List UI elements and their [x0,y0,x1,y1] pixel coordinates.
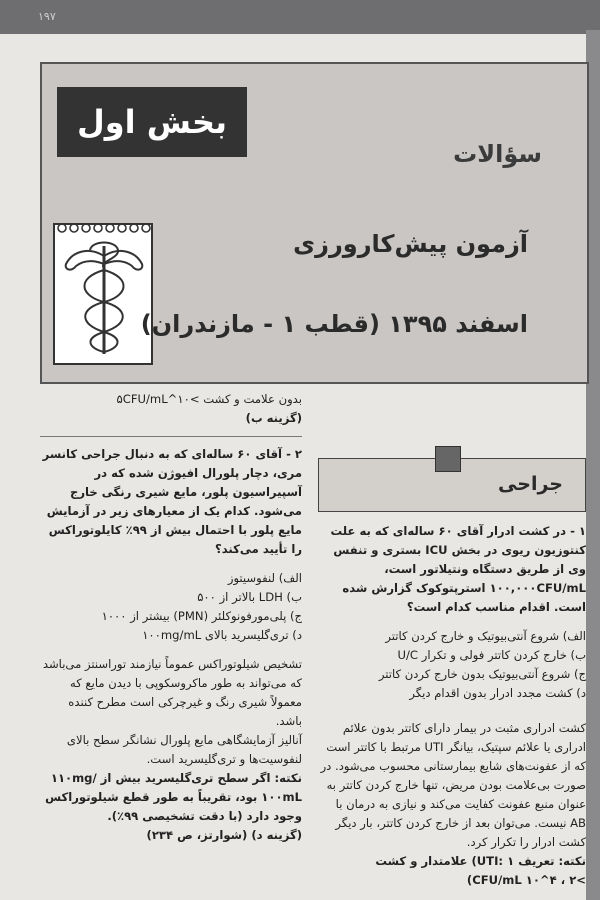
option-b: ب) LDH بالاتر از ۵۰۰ [197,590,302,604]
medical-notepad-icon [46,212,161,371]
option-b: ب) خارج کردن کاتتر فولی و تکرار U/C [397,648,586,662]
question-2: ۲ - آقای ۶۰ ساله‌ای که به دنبال جراحی کانسر مری، دچار پلورال افیوژن شده که در آسپیراسیون پلور، مایع شیری رنگی خارج می‌شود. کدام یک از معیارهای زیر در آزمایش مایع پلور با احتمال بیش از ۹۹٪ کایلوتوراکس را تأیید می‌کند؟ [42,447,302,556]
tab-handle-square [435,446,461,472]
top-header-bar [0,0,600,34]
question-1: ۱ - در کشت ادرار آقای ۶۰ ساله‌ای که به علت کنتوزیون ریوی در بخش ICU بستری و تنفس وی از طریق دستگاه ونتیلاتور است، ۱۰۰,۰۰۰CFU/mL استرپتوکوک گزارش شده است. اقدام مناسب کدام است؟ [330,524,586,614]
note-uti: نکته: تعریف UTI: ۱) علامتدار و کشت >CFU/mL ۱۰^۴ ، ۲) [375,854,586,887]
lead-line: بدون علامت و کشت >۱۰^۵CFU/mL [116,392,302,406]
left-column [40,390,302,880]
exam-date: اسفند ۱۳۹۵ (قطب ۱ - مازندران) [140,310,528,338]
questions-label: سؤالات [453,140,542,168]
option-c: ج) شروع آنتی‌بیوتیک بدون خارج کردن کاتتر [378,667,586,681]
page-number: ۱۹۷ [38,10,56,23]
explanation-3: نکته: اگر سطح تری‌گلیسرید بیش از ۱۱۰mg/۱۰۰mL بود، تقریباً به طور قطع شیلوتوراکس وجود دارد (با دقت تشخیصی ۹۹٪). [45,771,302,823]
option-c: ج) پلی‌مورفونوکلئر (PMN) بیشتر از ۱۰۰۰ [101,609,302,623]
section-label: بخش اول [57,87,247,157]
section-title: جراحی [498,473,563,495]
option-a: الف) لنفوسیتوز [227,571,302,585]
column-divider [40,436,302,437]
explanation-1: تشخیص شیلوتوراکس عموماً نیازمند توراسنتز می‌باشد که می‌تواند به طور ماکروسکوپی با دیدن مایع که معمولاً شیری رنگ و غیرچرکی است مطرح کننده باشد. [42,657,302,728]
right-column [318,458,586,887]
option-d: د) تری‌گلیسرید بالای ۱۰۰mg/mL [142,628,302,642]
section-tab [318,458,586,512]
answer-ref-2: (گزینه د) (شوارتز، ص ۲۳۴) [146,828,302,842]
explanation-2: آنالیز آزمایشگاهی مایع پلورال نشانگر سطح بالای لنفوسیت‌ها و تری‌گلیسرید است. [66,733,302,766]
option-a: الف) شروع آنتی‌بیوتیک و خارج کردن کاتتر [385,629,586,643]
explanation: کشت ادراری مثبت در بیمار دارای کاتتر بدون علائم ادراری یا علائم سپتیک، بیانگر UTI مرتبط با کاتتر است که از عفونت‌های شایع بیمارستانی محسوب می‌شود. در صورت بی‌علامت بودن مریض، تنها خارج کردن کاتتر به عنوان منبع عفونت کفایت می‌کند و نیازی به درمان با AB نیست. می‌توان بعد از خارج کردن کاتتر، بار دیگر کشت ادرار را تکرار کرد. [320,721,586,849]
lead-answer: (گزینه ب) [245,411,302,425]
exam-title: آزمون پیش‌کارورزی [293,230,528,258]
option-d: د) کشت مجدد ادرار بدون اقدام دیگر [409,686,586,700]
